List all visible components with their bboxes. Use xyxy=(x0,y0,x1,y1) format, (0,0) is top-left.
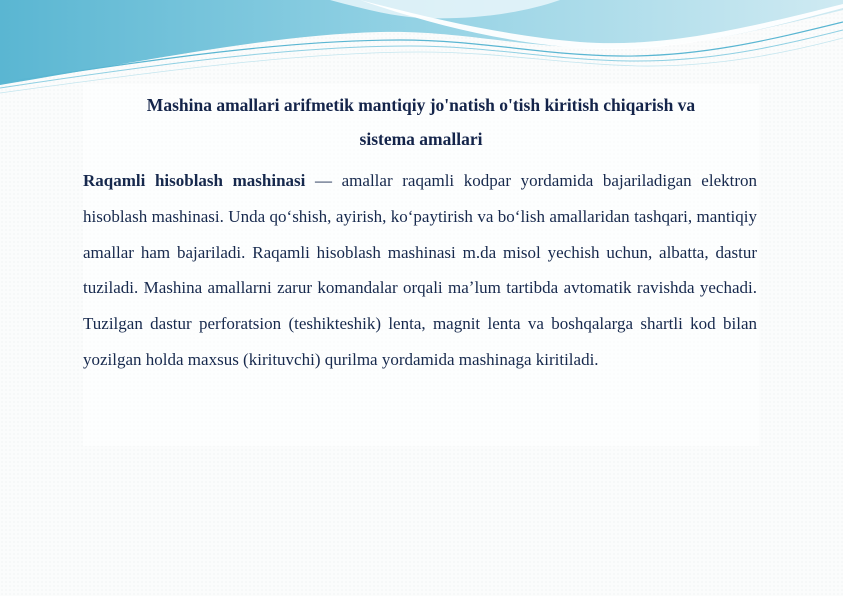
slide-title xyxy=(83,88,759,156)
slide-title-line-1: Mashina amallari arifmetik mantiqiy jo'natish o'tish kiritish chiqarish va xyxy=(146,95,696,115)
header-wave-decoration xyxy=(0,0,843,95)
definition-text: amallar raqamli kodpar yordamida bajariladigan elektron hisoblash mashinasi. Unda qoʻshish, ayirish, koʻpaytirish va boʻlish amallaridan tashqari, mantiqiy amallar ham bajariladi. Raqamli hisoblash mashinasi m.da misol yechish uchun, albatta, dastur tuziladi. Mashina amallarni zarur komandalar orqali maʼlum tartibda avtomatik ravishda yechadi. Tuzilgan dastur perforatsion (teshikteshik) lenta, magnit lenta va boshqalarga shartli kod bilan yozilgan holda maxsus (kirituvchi) qurilma yordamida mashinaga kiritiladi. xyxy=(83,171,757,369)
slide-title-line-2: sistema amallari xyxy=(359,129,483,149)
defined-term: Raqamli hisoblash mashinasi xyxy=(83,171,306,190)
body-paragraph xyxy=(83,163,757,378)
em-dash: — xyxy=(305,171,342,190)
